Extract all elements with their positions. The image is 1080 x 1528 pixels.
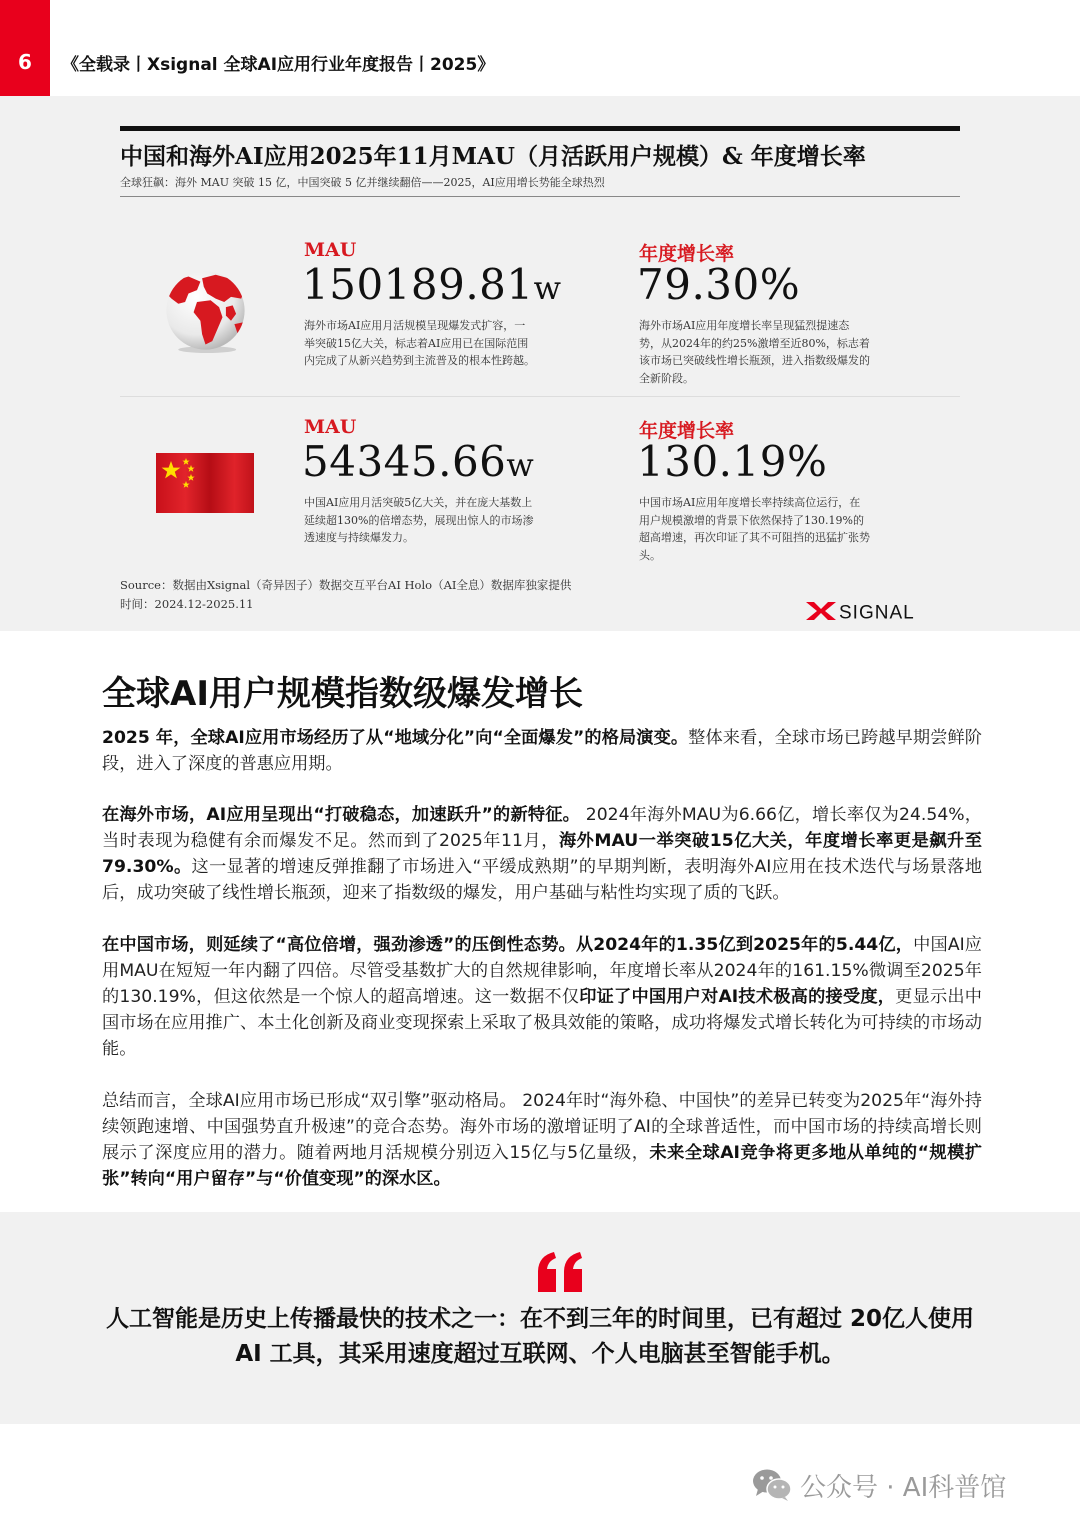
section-title: 全球AI用户规模指数级爆发增长 — [102, 674, 583, 714]
china-mau-description: 中国AI应用月活突破5亿大关，并在庞大基数上延续超130%的倍增态势，展现出惊人的市场渗透速度与持续爆发力。 — [304, 496, 534, 544]
paragraph-china-text-2: 更显示出中国市场在应用推广、本土化创新及商业变现探索上采取了极具效能的策略，成功将爆发式增长转化为可持续的市场动能。 — [102, 987, 982, 1059]
overseas-growth-label: 年度增长率 — [639, 243, 735, 265]
time-range-line: 时间：2024.12-2025.11 — [120, 597, 254, 611]
paragraph-china-highlight-2: 印证了中国用户对AI技术极高的接受度， — [579, 987, 896, 1007]
china-mau-label: MAU — [304, 416, 357, 438]
quote-mark-icon — [536, 1252, 586, 1292]
overseas-mau-number: 150189.81 — [302, 260, 534, 309]
china-growth-value: 130.19% — [637, 437, 828, 486]
panel-top-bar — [120, 126, 960, 131]
overseas-mau-unit: w — [533, 269, 562, 307]
china-mau-unit: w — [506, 446, 535, 484]
panel-title: 中国和海外AI应用2025年11月MAU（月活跃用户规模）& 年度增长率 — [120, 143, 866, 170]
globe-icon — [163, 268, 248, 353]
overseas-mau-value — [302, 260, 562, 309]
page-number: 6 — [0, 0, 50, 96]
paragraph-overseas-text-1: 2024年海外MAU为6.66亿，增长率仅为24.54%，当时表现为稳健有余而爆发不足。然而到了2025年11月， — [102, 805, 982, 851]
overseas-mau-description: 海外市场AI应用月活规模呈现爆发式扩容，一举突破15亿大关，标志着AI应用已在国际范围内完成了从新兴趋势到主流普及的根本性跨越。 — [304, 319, 535, 367]
paragraph-summary-highlight: 未来全球AI竞争将更多地从单纯的“规模扩张”转向“用户留存”与“价值变现”的深水区。 — [102, 1143, 982, 1189]
china-mau-number: 54345.66 — [302, 437, 507, 486]
page-header — [0, 0, 1080, 96]
watermark-text: 公众号 · AI科普馆 — [800, 1472, 1007, 1503]
paragraph-intro-lead: 2025 年，全球AI应用市场经历了从“地域分化”向“全面爆发”的格局演变。 — [102, 728, 689, 748]
overseas-growth-description: 海外市场AI应用年度增长率呈现猛烈提速态势，从2024年的约25%激增至近80%，标志着该市场已突破线性增长瓶颈，进入指数级爆发的全新阶段。 — [639, 319, 870, 385]
xsignal-logo — [806, 600, 942, 622]
wechat-icon — [752, 1468, 792, 1502]
china-mau-value — [302, 437, 534, 486]
paragraph-summary-text: 总结而言，全球AI应用市场已形成“双引擎”驱动格局。 2024年时“海外稳、中国快”的差异已转变为2025年“海外持续领跑速增、中国强势直升极速”的竞合态势。海外市场的激增证明了AI的全球普适性，而中国市场的持续高增长则展示了深度应用的潜力。随着两地月活规模分别迈入15亿与5亿量级， — [102, 1091, 983, 1163]
source-line: Source：数据由Xsignal（奇异因子）数据交互平台AI Holo（AI全息）数据库独家提供 — [120, 578, 572, 592]
paragraph-china-highlight-1: 从2024年的1.35亿到2025年的5.44亿， — [575, 935, 914, 955]
paragraph-overseas-lead: 在海外市场，AI应用呈现出“打破稳态，加速跃升”的新特征。 — [102, 805, 581, 825]
quote-block — [0, 1212, 1080, 1424]
source-note — [120, 576, 571, 614]
report-title: 《全载录丨Xsignal 全球AI应用行业年度报告丨2025》 — [62, 55, 495, 75]
paragraph-china — [102, 932, 982, 1062]
stats-panel — [0, 96, 1080, 631]
paragraph-summary — [102, 1088, 982, 1192]
china-flag-icon — [156, 453, 254, 513]
wechat-watermark — [752, 1466, 1006, 1504]
logo-text: SIGNAL — [839, 602, 915, 622]
paragraph-intro — [102, 725, 982, 777]
paragraph-china-text-1: 中国AI应用MAU在短短一年内翻了四倍。尽管受基数扩大的自然规律影响，年度增长率从2024年的161.15%微调至2025年的130.19%，但这依然是一个惊人的超高增速。这一数据不仅 — [102, 935, 982, 1007]
panel-subtitle: 全球狂飙：海外 MAU 突破 15 亿，中国突破 5 亿并继续翻倍——2025，AI应用增长势能全球热烈 — [120, 176, 605, 189]
paragraph-overseas-text-2: 这一显著的增速反弹推翻了市场进入“平缓成熟期”的早期判断，表明海外AI应用在技术迭代与场景落地后，成功突破了线性增长瓶颈，迎来了指数级的爆发，用户基础与粘性均实现了质的飞跃。 — [102, 857, 983, 903]
paragraph-overseas — [102, 802, 982, 906]
divider — [120, 196, 960, 197]
paragraph-overseas-highlight: 海外MAU一举突破15亿大关，年度增长率更是飙升至79.30%。 — [102, 831, 982, 877]
paragraph-intro-text: 整体来看，全球市场已跨越早期尝鲜阶段，进入了深度的普惠应用期。 — [102, 728, 982, 774]
quote-text: 人工智能是历史上传播最快的技术之一：在不到三年的时间里，已有超过 20亿人使用 AI 工具，其采用速度超过互联网、个人电脑甚至智能手机。 — [105, 1306, 974, 1367]
row-divider — [120, 396, 960, 397]
overseas-mau-label: MAU — [304, 239, 357, 261]
overseas-growth-value: 79.30% — [637, 260, 801, 309]
paragraph-china-lead: 在中国市场，则延续了“高位倍增，强劲渗透”的压倒性态势。 — [102, 935, 576, 955]
china-growth-label: 年度增长率 — [639, 420, 735, 442]
china-growth-description: 中国市场AI应用年度增长率持续高位运行，在用户规模激增的背景下依然保持了130.19%的超高增速，再次印证了其不可阻挡的迅猛扩张势头。 — [639, 496, 870, 562]
